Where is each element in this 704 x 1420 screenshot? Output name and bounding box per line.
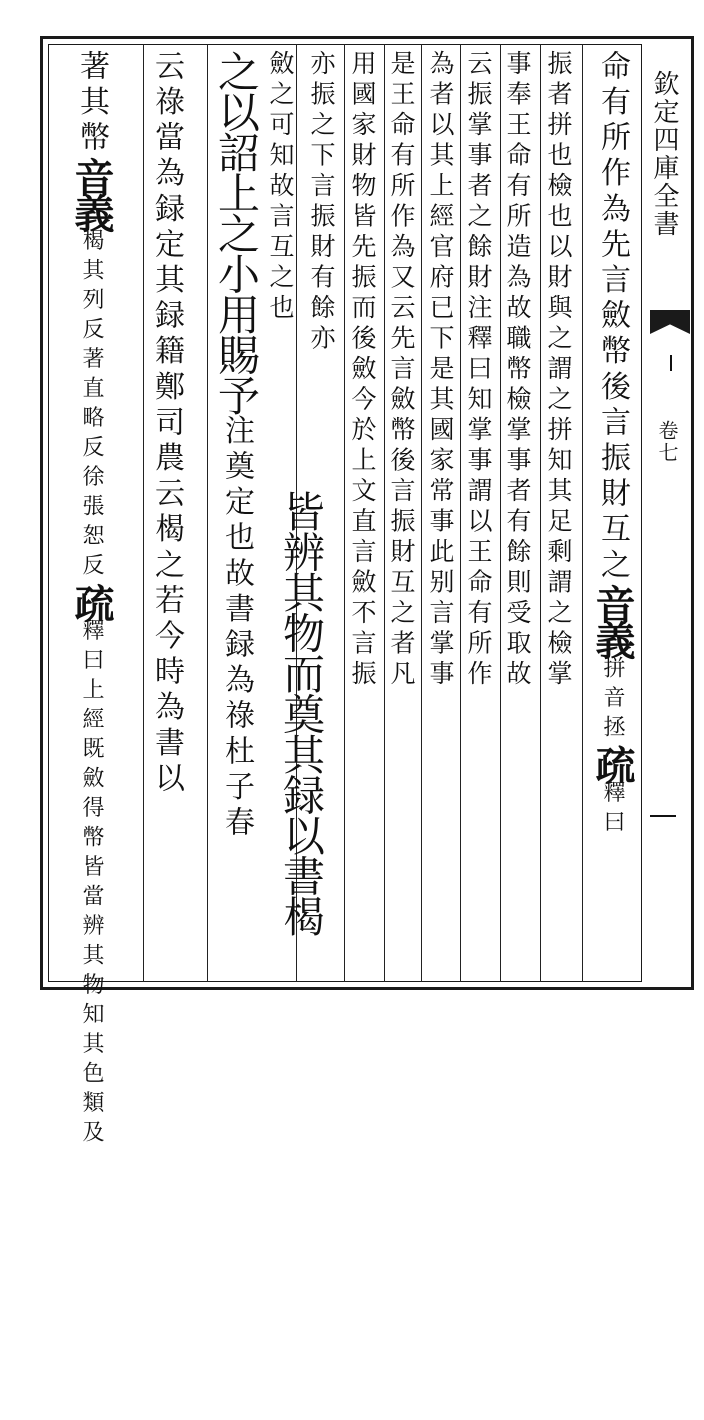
text-column-5: [428, 50, 453, 980]
column-segment: 皆辨其物而奠其録以書楬: [277, 490, 326, 936]
column-segment: 疏: [589, 744, 636, 781]
column-segment: 振者拼也檢也以財與之謂之拼知其足剩謂之檢掌: [544, 50, 573, 691]
column-rule: [500, 44, 501, 982]
text-column-4: [466, 50, 491, 980]
column-rule: [143, 44, 144, 982]
margin-juan: 卷七: [655, 420, 679, 464]
text-column-7: [350, 50, 375, 980]
column-segment: 釋曰上經既斂得幣皆當辨其物知其色類及: [79, 618, 104, 1150]
column-segment: 著其幣: [74, 50, 109, 157]
text-column-12: [149, 50, 184, 980]
column-segment: 云振掌事者之餘財注釋曰知掌事謂以王命有所作: [464, 50, 493, 691]
margin-title: 欽定四庫全書: [649, 70, 679, 238]
column-segment: 注奠定也故書録為祿杜子春: [219, 414, 254, 842]
column-rule: [384, 44, 385, 982]
column-rule: [344, 44, 345, 982]
text-column-1: [589, 50, 636, 980]
column-segment: 音義: [68, 156, 115, 229]
text-column-11: [212, 50, 261, 980]
text-column-6: [389, 50, 414, 980]
column-segment: 釋曰: [600, 780, 625, 840]
column-segment: 是王命有所作為又云先言斂幣後言振財互之者凡: [387, 50, 416, 691]
column-segment: 疏: [68, 582, 115, 619]
text-column-2: [546, 50, 571, 980]
column-rule: [540, 44, 541, 982]
column-segment: 音義: [589, 584, 636, 656]
column-segment: 斂之可知故言互之也: [266, 50, 295, 325]
column-segment: 拼音拯: [600, 656, 625, 745]
margin-strip: [645, 50, 693, 980]
column-rule: [460, 44, 461, 982]
column-segment: 亦振之下言振財有餘亦: [307, 50, 336, 355]
column-rule: [582, 44, 583, 982]
text-column-3: [505, 50, 530, 980]
column-segment: 用國家財物皆先振而後斂今於上文直言斂不言振: [348, 50, 377, 691]
column-segment: 事奉王命有所造為故職幣檢掌事者有餘則受取故: [503, 50, 532, 691]
margin-line: [650, 815, 676, 817]
text-column-10: [268, 50, 293, 980]
column-rule: [207, 44, 208, 982]
column-segment: 命有所作為先言斂幣後言振財互之: [595, 50, 630, 584]
column-segment: 之以詔上之小用賜予: [212, 50, 261, 415]
column-segment: 楬其列反著直略反徐張恕反: [79, 228, 104, 583]
column-segment: 為者以其上經官府已下是其國家常事此别言掌事: [426, 50, 455, 691]
text-column-13: [68, 50, 115, 1150]
column-rule: [421, 44, 422, 982]
column-segment: 云祿當為録定其録籍鄭司農云楬之若今時為書以: [149, 50, 184, 798]
margin-dash: [670, 355, 672, 371]
